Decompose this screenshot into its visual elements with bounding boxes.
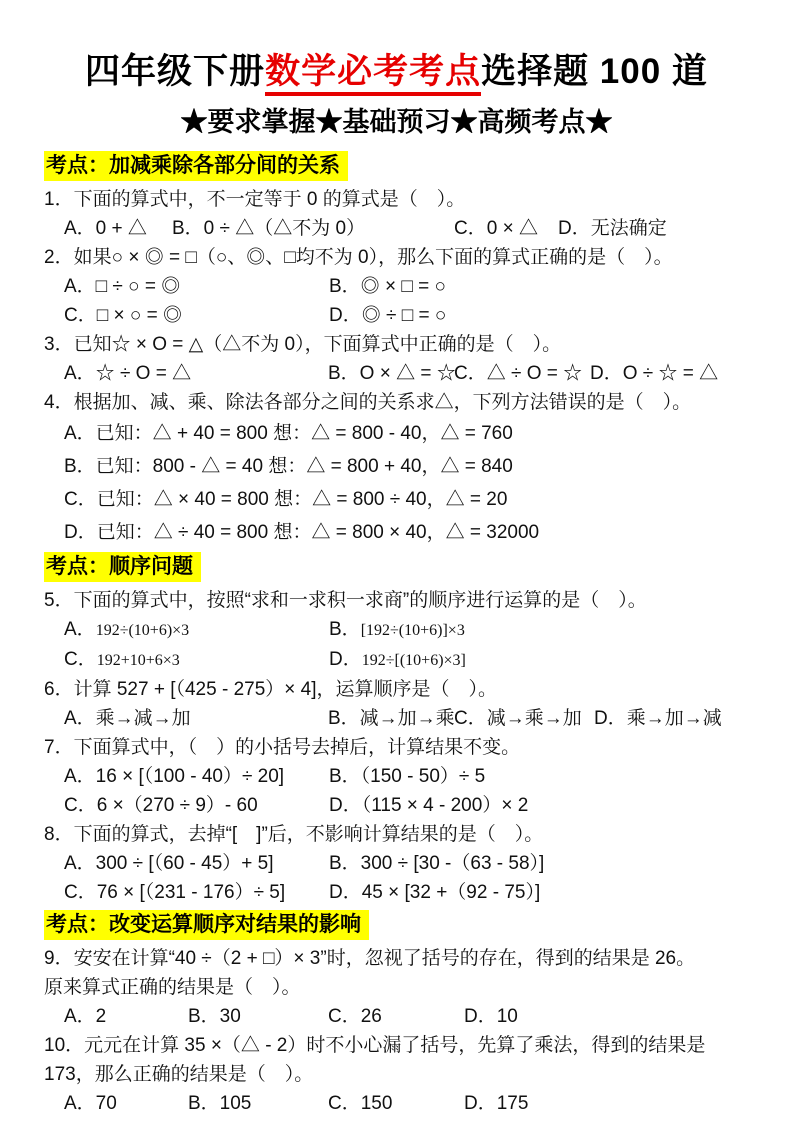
question-7-stem: 7．下面算式中，（ ）的小括号去掉后，计算结果不变。 [44,737,521,758]
option-c: C．76 × [（231 - 176）÷ 5] [64,882,286,903]
question-6-stem: 6．计算 527 + [（425 - 275）× 4]，运算顺序是（ ）。 [44,679,497,700]
option-c: C．26 [328,1006,382,1027]
title-highlight: 数学必考考点 [265,52,481,96]
option-d: D．10 [464,1006,518,1027]
question-7-options-row-2 [44,791,749,820]
option-b: B．（150 - 50）÷ 5 [329,766,486,787]
question-8-stem: 8．下面的算式，去掉“[ ]”后，不影响计算结果的是（ ）。 [44,824,544,845]
option-c: C．△ ÷ O = ☆ [454,363,583,384]
section-header-row [44,910,749,941]
option-b: B．0 ÷ △（△不为 0） [172,218,366,239]
section-header-row [44,552,749,583]
option-a: A．70 [64,1093,117,1114]
option-a: A．乘→减→加 [64,708,191,729]
option-a: A．16 × [（100 - 40）÷ 20] [64,766,285,787]
section-header-1: 考点：加减乘除各部分间的关系 [44,151,348,181]
option-c: C．192+10+6×3 [64,649,180,670]
option-c: C．0 × △ [454,218,538,239]
option-d: D．45 × [32 +（92 - 75）] [329,882,541,903]
question-10-stem-line-1: 10．元元在计算 35 ×（△ - 2）时不小心漏了括号，先算了乘法，得到的结果是 [44,1035,706,1056]
question-4-stem: 4．根据加、减、乘、除法各部分之间的关系求△，下列方法错误的是（ ）。 [44,392,692,413]
question-3-stem: 3．已知☆ × O = △（△不为 0），下面算式中正确的是（ ）。 [44,334,562,355]
option-a: A．0 + △ [64,218,147,239]
option-c: C．减→乘→加 [454,708,582,729]
section-header-2: 考点：顺序问题 [44,552,201,582]
option-d: D．192÷[(10+6)×3] [329,649,466,670]
math-expression: 192+10+6×3 [96,652,180,669]
option-d: D．（115 × 4 - 200）× 2 [329,795,529,816]
question-8-options-row-1 [44,849,749,878]
question-5-options-row-1 [44,615,749,645]
option-c: C．□ × ○ = ◎ [64,305,182,326]
section-header-3: 考点：改变运算顺序对结果的影响 [44,910,369,940]
option-d: D．乘→加→减 [594,708,722,729]
question-2-options-row-2 [44,301,749,330]
question-4-option-a: A．已知：△ + 40 = 800 想：△ = 800 - 40，△ = 760 [64,423,513,444]
option-a: A．300 ÷ [（60 - 45）+ 5] [64,853,274,874]
title-part1: 四年级下册 [85,52,266,91]
option-c: C．6 ×（270 ÷ 9）- 60 [64,795,258,816]
question-5-options-row-2 [44,645,749,675]
option-b: B．30 [188,1006,241,1027]
page-subtitle: ★要求掌握★基础预习★高频考点★ [180,107,613,137]
math-expression: [192÷(10+6)]×3 [360,622,465,639]
question-2-options-row-1 [44,272,749,301]
option-d: D．175 [464,1093,529,1114]
option-a: A．192÷(10+6)×3 [64,619,190,640]
question-4-option-d: D．已知：△ ÷ 40 = 800 想：△ = 800 × 40，△ = 32000 [64,522,540,543]
question-10-options [44,1089,749,1118]
question-8-options-row-2 [44,878,749,907]
question-7-options-row-1 [44,762,749,791]
option-b: B．[192÷(10+6)]×3 [329,619,465,640]
option-b: B．O × △ = ☆ [328,363,456,384]
math-expression: 192÷[(10+6)×3] [361,652,466,669]
option-b: B．105 [188,1093,252,1114]
question-1-stem: 1．下面的算式中，不一定等于 0 的算式是（ ）。 [44,189,466,210]
option-a: A．□ ÷ ○ = ◎ [64,276,181,297]
option-b: B．300 ÷ [30 -（63 - 58）] [329,853,545,874]
question-1-options [44,214,749,243]
option-d: D．◎ ÷ □ = ○ [329,305,447,326]
option-b: B．减→加→乘 [328,708,455,729]
question-6-options [44,704,749,733]
question-4-option-c: C．已知：△ × 40 = 800 想：△ = 800 ÷ 40，△ = 20 [64,489,508,510]
question-2-stem: 2．如果○ × ◎ = □（○、◎、□均不为 0），那么下面的算式正确的是（ ）。 [44,247,673,268]
question-9-stem-line-1: 9．安安在计算“40 ÷（2 + □）× 3”时，忽视了括号的存在，得到的结果是 26。 [44,948,696,969]
option-a: A．☆ ÷ O = △ [64,363,192,384]
question-5-stem: 5．下面的算式中，按照“求和一求积一求商”的顺序进行运算的是（ ）。 [44,590,647,611]
option-a: A．2 [64,1006,107,1027]
section-header-row [44,151,749,182]
title-part2: 选择题 100 道 [481,52,708,91]
option-c: C．150 [328,1093,393,1114]
option-d: D．O ÷ ☆ = △ [590,363,719,384]
question-10-stem-line-2: 173，那么正确的结果是（ ）。 [44,1064,314,1085]
question-9-stem-line-2: 原来算式正确的结果是（ ）。 [44,977,301,998]
math-expression: 192÷(10+6)×3 [95,622,190,639]
question-4-option-b: B．已知：800 - △ = 40 想：△ = 800 + 40，△ = 840 [64,456,513,477]
question-3-options [44,359,749,388]
option-b: B．◎ × □ = ○ [329,276,446,297]
page-title [44,44,749,94]
question-9-options [44,1002,749,1031]
option-d: D．无法确定 [558,218,667,239]
